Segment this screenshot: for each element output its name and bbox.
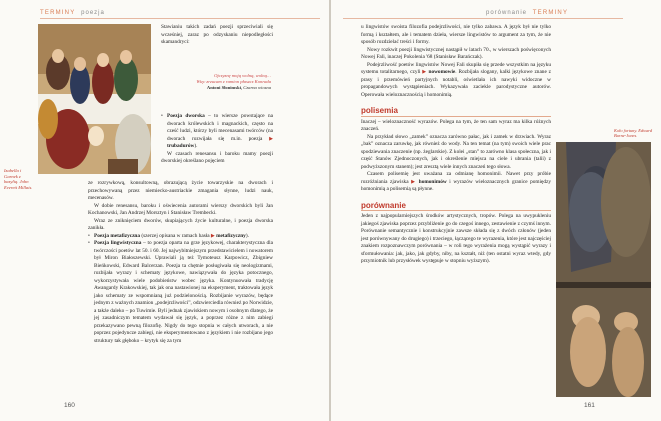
caption-right: Koło fortuny. Edward Burne-Jones. xyxy=(614,128,653,139)
intro-text: Stawianiu takich zadań poezji sprzeciwiali się wcześniej, zaraz po odzyskaniu niepodległości skamandryci: xyxy=(161,24,273,45)
nowomowa-link[interactable]: nowomowie xyxy=(428,69,456,75)
intro-paragraph xyxy=(161,24,273,47)
dworska-entry xyxy=(161,113,273,166)
header-section: porównanie xyxy=(486,10,528,16)
lingwistyczna-term: Poezja lingwistyczna xyxy=(94,240,142,246)
polisemia-p2: Na przykład słowo „zamek” oznacza zarówno pałac, jak i zamek w drzwiach. Wyraz „bak” oznacza zaruwkę, jak również do wody. Na ten temat (na tym) swoich wiele prac spodziewania znaczenie (np. żeglarskie). Z kolei „stan” to zarówno klasa społeczna, jak i część Stanów Zjednoczonych, jak i określenie miejsca na ciele i ubrania (talii) z podwyższonym stanem); jest zresztą wiele innych znaczeń tego słowa. xyxy=(361,133,551,170)
renaissance-short: W czasach renesansu i baroku mamy poezji dworskiej określano pojęciem xyxy=(161,150,273,164)
quote-author: Antoni Słonimski, xyxy=(206,85,243,90)
header-tag: TERMINY xyxy=(40,10,76,16)
metafizyczna-link[interactable]: metafizyczny xyxy=(216,232,246,239)
dworska-end: ). xyxy=(194,143,198,149)
homonimy-link[interactable]: homonimów xyxy=(418,178,447,185)
quote-attribution xyxy=(161,85,271,91)
polisemia-text: Inaczej – wieloznaczność wyrazów. Polega na tym, że ten sam wyraz ma kilka różnych znaczeń. xyxy=(361,118,551,132)
renaissance-full: ze rozrywkową, konsultowną, obrazującą życie towarzyskie na dworach i przechowywaną przez niemiecko-austriackie zmagania słynne, ludzi nauk, mecenasów. xyxy=(88,180,273,201)
top-text: u lingwistów swoista filozofia podejrzliwości, nie tylko zabawa. A język był nie tylko formą i kształtem, ale i tematem dzieła, wiersze lingwistów to argument za tym, że nie sposób rozdzielać treści i formy. xyxy=(361,24,551,45)
quote-line-1: Ojczyznę moją wolną, wolną… xyxy=(214,73,271,78)
metafizyczna-end: ). xyxy=(245,232,249,239)
running-header-right xyxy=(486,10,568,16)
header-rule xyxy=(343,18,623,19)
heading-rule xyxy=(361,116,551,117)
lingwistyczna-text: – to poezja oparta na grze językowej, charakterystyczna dla twórczości poetów lat 50. i 60. Jej najwybitniejszym przedstawicielem i nowatorem był Miron Białoszewski. Uprawiali ją też Tymoteusz Karpowicz, Zbigniew Bieńkowski, Edward Balcerzan. Poezja ta chętnie posługiwała się neologizmami, rozbijała wyrazy i schematy językowe, nawiązywała do języka potocznego, wykorzystywała wiele podobieństw wobec języka. Kontynuowała tradycję Awangardy Krakowskiej, tak jak ona nastawionej na eksperyment, traktowała język jako schematy ze wspomnianą już podzielonością. Rozbijanie wyrazów, będące jednym z ważnych znamion „podejrzliwości”, odzwierciedla również po Norwidzie, a także daleko – po Tuwimie. Byli jednak zjawiskiem nowym i osobnym dlatego, że jej zasadniczym tematem wydawał się język, a poprzez różne z nim zabiegi przekazywano pewną filozofię. Nigdy do tego stopnia w całych utworach, a nie poprzez pojedyncze zabiegi, nie eksperymentowano z językiem i nie rozbijano jego struktury tak głęboko – krytyk się za tym xyxy=(94,240,273,344)
running-header-left xyxy=(40,10,105,16)
painting-millais xyxy=(38,24,151,174)
dworska-bullet xyxy=(161,113,273,151)
polisemia-p3b: i wyrazów wieloznacznych granice pomiędzy homonimią a polisemią są płynne. xyxy=(361,178,551,192)
quote-line-2: Więc zrzucam z ramion płaszcz Konrada xyxy=(196,79,271,84)
right-page xyxy=(331,0,661,421)
painting-burne-jones xyxy=(556,142,651,397)
arrow-icon: ▶ xyxy=(411,179,417,185)
right-column xyxy=(361,24,551,266)
metafizyczna-text: (szerzej opisana w ramach hasła xyxy=(140,232,211,239)
lingwistyczna-bullet xyxy=(88,240,273,345)
quote-work: Czarna wiosna xyxy=(243,85,271,90)
left-page xyxy=(0,0,329,421)
dworska-term: Poezja dworska xyxy=(167,113,205,119)
left-body xyxy=(88,180,273,345)
metafizyczna-bullet xyxy=(88,233,273,241)
header-rule xyxy=(40,18,320,19)
page-number-right: 161 xyxy=(584,402,595,409)
header-section: poezja xyxy=(81,10,105,16)
renaissance-p2: W dobie renesansu, baroku i oświecenia autorami wierszy dworskich byli Jan Kochanowski, Jan Andrzej Morsztyn i Stanisław Trembecki. xyxy=(88,202,273,216)
renaissance-p3: Wraz ze zniknięciem dworów, skupiających życie kulturalne, i poezja dworska zanikła. xyxy=(88,217,273,231)
dworska-link[interactable]: trubadurów xyxy=(167,143,195,149)
heading-rule xyxy=(361,210,551,211)
arrow-icon: ▶ xyxy=(422,70,427,75)
page-number-left: 160 xyxy=(64,402,75,409)
quote-block xyxy=(161,73,271,91)
polisemia-p3a: Czasem polisemię jest uważana za odmianę homonimii. Nawet przy próbie rozróżniania zjawiska xyxy=(361,171,551,185)
top-p3b: . Rozbijała slogany, kalki językowe znane z prasy i przemówień partyjnych notabli, oświetlała ich nawyki widoczne w propagandowych wystąpieniach. Wykazywała zaciekle parodystyczne autorów. Operowała wieloznacznością i homonimią. xyxy=(361,69,551,98)
caption-left: Izabella i Garnek z bazylią. John Everett Millais. xyxy=(4,168,33,190)
arrow-icon: ▶ xyxy=(210,233,215,239)
top-p3a: Podejrzliwość poetów lingwistów Nowej Fali skupiła się przede wszystkim na języku systemu totalitarnego, czyli xyxy=(361,61,551,75)
top-p2: Nowy rozkwit poezji lingwistycznej nastąpił w latach 70., w wierszach poświęconych Nowej Fali, inaczej Pokolenia '68 (Stanisław Barańczak). xyxy=(361,46,551,60)
polisemia-p3 xyxy=(361,171,551,194)
header-tag: TERMINY xyxy=(532,10,569,16)
arrow-icon: ▶ xyxy=(269,136,273,142)
metafizyczna-term: Poezja metafizyczna xyxy=(94,232,141,239)
porownanie-text: Jeden z najpopularniejszych środków artystycznych, tropów. Polega na uwypukleniu jakiegoś zjawiska poprzez przybliżenie go do czegoś innego, zestawienie z czymś innym. Porównanie semantycznie i konstrukcyjnie zawsze składa się z dwóch członów (jeden jest porównywany do drugiego) i trzeciego, łączącego te wyrazenia, które jest najczęściej znakiem rozpoznawczym porównania – w roli tego wyrażenia mogą wystąpić wyrazy i sformułowania: jak, jako, jak gdyby, niby, na kształt, niż (ten ostatni wyraz wtedy, gdy przymiotnik lub przysłówek występuje w stopniu wyższym). xyxy=(361,213,551,264)
porownanie-heading: porównanie xyxy=(361,200,406,210)
polisemia-heading: polisemia xyxy=(361,106,398,115)
top-p3 xyxy=(361,62,551,100)
dworska-text: – to wiersze powstające na dworach królewskich i magnackich, często na cześć ludzi, którzy byli mecenasami twórców (na dworach rozwijała się m.in. poezja xyxy=(167,113,273,142)
